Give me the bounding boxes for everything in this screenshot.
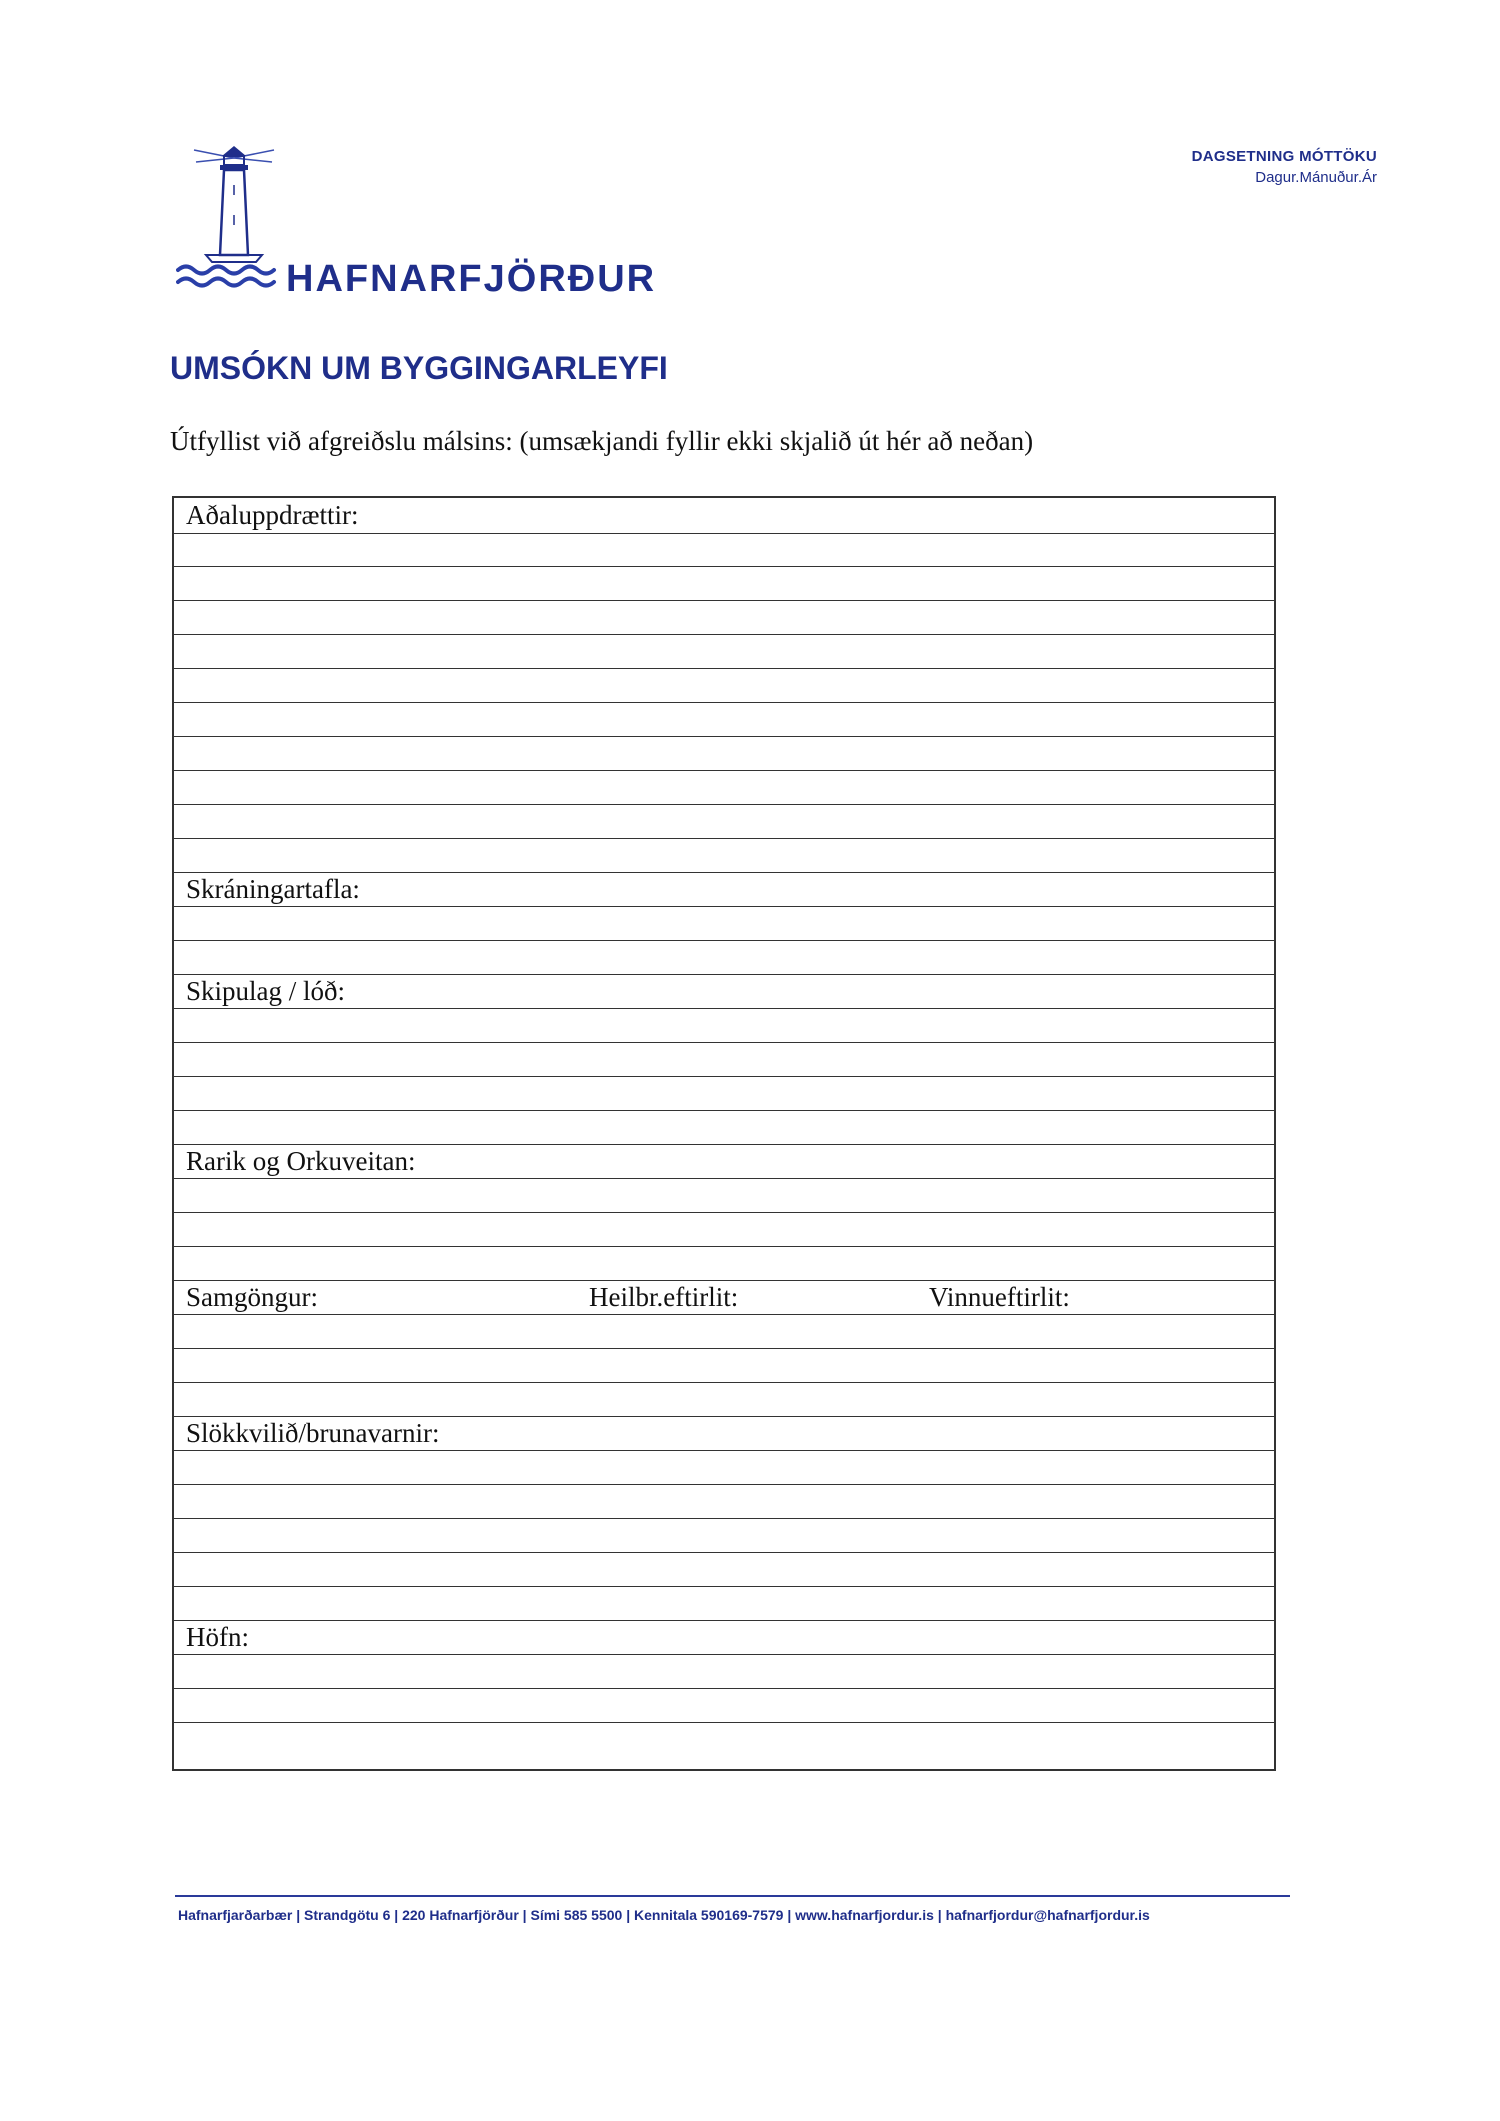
- label-heilbr: Heilbr.eftirlit:: [589, 1282, 739, 1312]
- label-skraningartafla: Skráningartafla:: [186, 874, 360, 904]
- form-rule: [174, 1008, 1274, 1009]
- form-rule: [174, 668, 1274, 669]
- form-rule: [174, 906, 1274, 907]
- form-rule: [174, 940, 1274, 941]
- document-title: UMSÓKN UM BYGGINGARLEYFI: [170, 350, 668, 386]
- form-rule: [174, 600, 1274, 601]
- form-rule: [174, 702, 1274, 703]
- form-rule: [174, 1688, 1274, 1689]
- label-rarik: Rarik og Orkuveitan:: [186, 1146, 416, 1176]
- form-rule: [174, 1382, 1274, 1383]
- form-rule: [174, 974, 1274, 975]
- label-skipulag: Skipulag / lóð:: [186, 976, 346, 1006]
- reception-date-title: DAGSETNING MÓTTÖKU: [1191, 148, 1377, 165]
- form-rule: [174, 1042, 1274, 1043]
- form-box: [172, 496, 1276, 1771]
- label-hofn: Höfn:: [186, 1622, 249, 1652]
- form-rule: [174, 1450, 1274, 1451]
- form-rule: [174, 1722, 1274, 1723]
- reception-date-format: Dagur.Mánuður.Ár: [1255, 169, 1377, 186]
- lighthouse-icon: [176, 140, 286, 300]
- form-rule: [174, 1246, 1274, 1247]
- label-vinnueftirlit: Vinnueftirlit:: [929, 1282, 1070, 1312]
- form-rule: [174, 1484, 1274, 1485]
- form-rule: [174, 770, 1274, 771]
- form-rule: [174, 872, 1274, 873]
- form-rule: [174, 1076, 1274, 1077]
- form-rule: [174, 1314, 1274, 1315]
- form-rule: [174, 1620, 1274, 1621]
- hafnarfjordur-logo: [176, 140, 657, 300]
- form-rule: [174, 736, 1274, 737]
- form-rule: [174, 804, 1274, 805]
- document-intro: Útfyllist við afgreiðslu málsins: (umsækjandi fyllir ekki skjalið út hér að neðan): [170, 426, 1034, 456]
- form-rule: [174, 634, 1274, 635]
- reception-date-block: [1192, 148, 1377, 186]
- form-rule: [174, 566, 1274, 567]
- label-adaluppdraettir: Aðaluppdrættir:: [186, 500, 359, 530]
- form-rule: [174, 533, 1274, 534]
- form-rule: [174, 1416, 1274, 1417]
- form-rule: [174, 838, 1274, 839]
- form-rule: [174, 1348, 1274, 1349]
- form-rule: [174, 1212, 1274, 1213]
- form-rule: [174, 1552, 1274, 1553]
- form-rule: [174, 1178, 1274, 1179]
- form-rule: [174, 1144, 1274, 1145]
- label-samgongur: Samgöngur:: [186, 1282, 318, 1312]
- form-rule: [174, 1586, 1274, 1587]
- form-rule: [174, 1110, 1274, 1111]
- footer-divider: [175, 1895, 1290, 1897]
- form-rule: [174, 1518, 1274, 1519]
- footer-contact: Hafnarfjarðarbær | Strandgötu 6 | 220 Hafnarfjörður | Sími 585 5500 | Kennitala 590169-7579 | www.hafnarfjordur.is | hafnarfjordur@hafnarfjordur.is: [178, 1907, 1150, 1923]
- form-rule: [174, 1280, 1274, 1281]
- logo-wordmark: HAFNARFJÖRÐUR: [286, 258, 657, 300]
- form-rule: [174, 1654, 1274, 1655]
- label-slokkvilid: Slökkvilið/brunavarnir:: [186, 1418, 440, 1448]
